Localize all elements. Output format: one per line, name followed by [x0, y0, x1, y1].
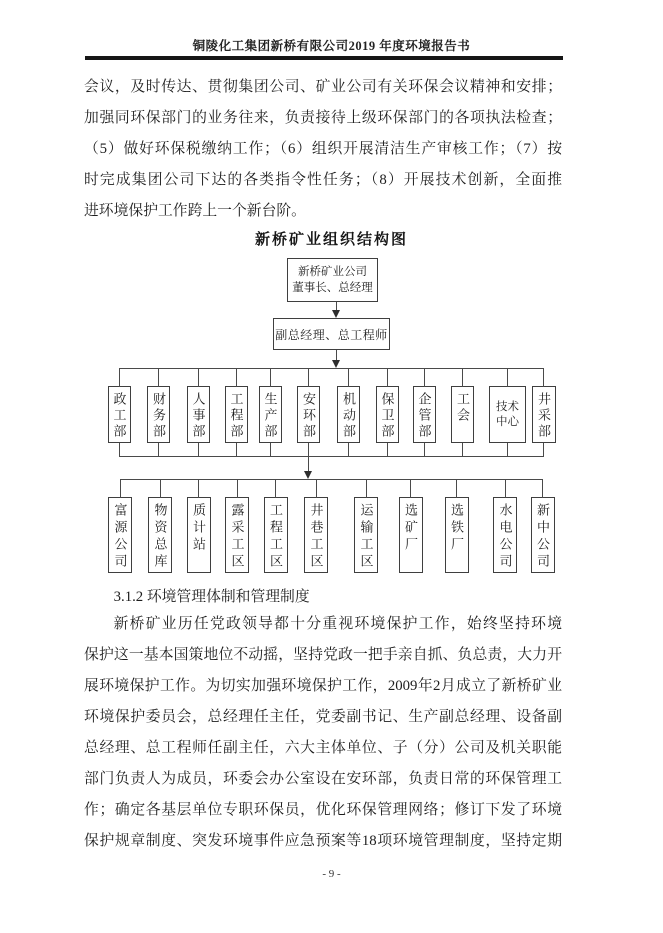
- org-box-chairman-line2: 董事长、总经理: [292, 282, 373, 294]
- connector-bus: [119, 368, 544, 369]
- org-unit-box: 露采工区: [225, 497, 249, 573]
- org-unit-box: 工程工区: [264, 497, 288, 573]
- arrow-down-icon: [332, 310, 340, 318]
- org-dept-box: 政工部: [108, 386, 131, 443]
- paragraph-2: [84, 609, 562, 857]
- org-dept-box: 财务部: [147, 386, 170, 443]
- org-unit-box: 选铁厂: [445, 497, 469, 573]
- org-unit-box: 物资总库: [148, 497, 172, 573]
- org-box-chairman-line1: 新桥矿业公司: [298, 266, 367, 278]
- org-unit-box: 水电公司: [493, 497, 517, 573]
- org-dept-box: 生产部: [259, 386, 282, 443]
- org-unit-box: 质计站: [187, 497, 211, 573]
- paragraph-1: [84, 72, 562, 227]
- text-line: 展环境保护工作。为切实加强环境保护工作，2009年2月成立了新桥矿业: [84, 678, 562, 694]
- org-unit-box: 新中公司: [531, 497, 555, 573]
- org-unit-box: 选矿厂: [399, 497, 423, 573]
- text-line: 会议，及时传达、贯彻集团公司、矿业公司有关环保会议精神和安排；: [84, 79, 562, 95]
- section-heading: 3.1.2 环境管理体制和管理制度: [113, 589, 310, 605]
- connector-line: [336, 350, 337, 361]
- page-number: - 9 -: [322, 868, 341, 880]
- text-line: 新桥矿业历任党政领导都十分重视环境保护工作，始终坚持环境: [113, 616, 562, 632]
- org-dept-box: 井采部: [532, 386, 556, 443]
- header-title: 铜陵化工集团新桥有限公司2019 年度环境报告书: [192, 39, 471, 53]
- org-dept-box: 机动部: [337, 386, 360, 443]
- header-rule: [85, 56, 563, 60]
- org-unit-box: 富源公司: [108, 497, 132, 573]
- text-line: 保护这一基本国策地位不动摇，坚持党政一把手亲自抓、负总责，大力开: [84, 647, 562, 663]
- org-dept-box: 安环部: [297, 386, 320, 443]
- text-line: 加强同环保部门的业务往来，负责接待上级环保部门的各项执法检查；: [84, 110, 562, 126]
- arrow-down-icon: [332, 360, 340, 368]
- text-line: 进环境保护工作跨上一个新台阶。: [84, 203, 306, 219]
- text-line: 部门负责人为成员，环委会办公室设在安环部，负责日常的环保管理工: [84, 771, 562, 787]
- text-line: 保护规章制度、突发环境事件应急预案等18项环境管理制度，坚持定期: [84, 833, 562, 849]
- org-unit-box: 井巷工区: [304, 497, 328, 573]
- text-line: 时完成集团公司下达的各类指令性任务；（8）开展技术创新，全面推: [84, 172, 562, 188]
- org-dept-box: 人事部: [187, 386, 210, 443]
- org-unit-box: 运输工区: [354, 497, 378, 573]
- connector-bus: [119, 456, 544, 457]
- org-box-chairman: [287, 258, 378, 302]
- org-dept-box: 工程部: [225, 386, 248, 443]
- text-line: 环境保护委员会，总经理任主任，党委副书记、生产副总经理、设备副: [84, 709, 562, 725]
- org-dept-box: 企管部: [413, 386, 436, 443]
- text-line: （5）做好环保税缴纳工作；（6）组织开展清洁生产审核工作；（7）按: [84, 141, 562, 157]
- text-line: 作；确定各基层单位专职环保员，优化环保管理网络；修订下发了环境: [84, 802, 562, 818]
- connector-line: [336, 302, 337, 311]
- org-chart-title: 新桥矿业组织结构图: [254, 231, 408, 248]
- connector-line: [308, 456, 309, 471]
- org-box-deputy: 副总经理、总工程师: [273, 318, 390, 350]
- text-line: 总经理、总工程师任副主任，六大主体单位、子（分）公司及机关职能: [84, 740, 562, 756]
- org-dept-box: 技术中心: [489, 386, 526, 443]
- org-dept-box: 工会: [451, 386, 474, 443]
- connector-bus: [120, 479, 543, 480]
- arrow-down-icon: [304, 471, 312, 479]
- org-dept-box: 保卫部: [376, 386, 399, 443]
